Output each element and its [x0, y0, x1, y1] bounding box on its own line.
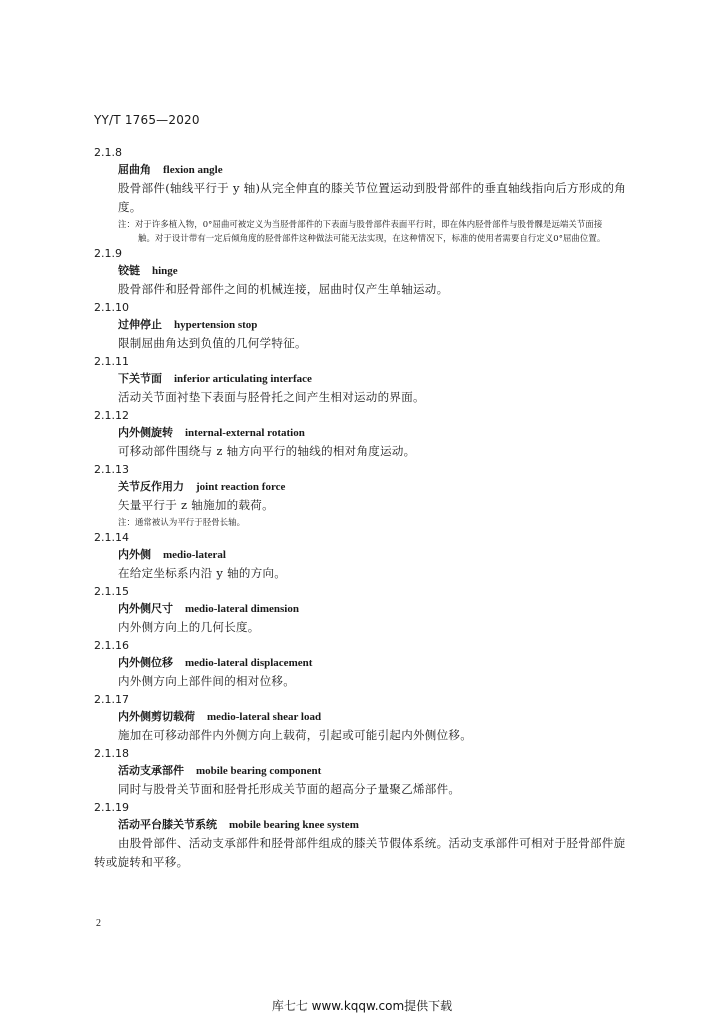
term-entry — [94, 245, 634, 299]
term-heading — [118, 546, 634, 564]
term-heading — [118, 600, 634, 618]
term-definition: 限制屈曲角达到负值的几何学特征。 — [118, 336, 307, 350]
standard-code-header: YY/T 1765—2020 — [94, 113, 200, 127]
download-footer: 库七七 www.kqqw.com提供下载 — [271, 999, 453, 1013]
term-definition: 可移动部件围绕与 z 轴方向平行的轴线的相对角度运动。 — [118, 444, 416, 458]
term-definition: 矢量平行于 z 轴施加的载荷。 — [118, 498, 274, 512]
term-heading — [118, 816, 634, 834]
term-heading — [118, 708, 634, 726]
term-heading — [118, 654, 634, 672]
term-entry — [94, 529, 634, 583]
term-number: 2.1.8 — [94, 146, 122, 159]
term-zh: 内外侧旋转 — [118, 426, 173, 439]
term-number: 2.1.13 — [94, 463, 129, 476]
term-number: 2.1.12 — [94, 409, 129, 422]
term-heading — [118, 478, 634, 496]
term-zh: 内外侧 — [118, 548, 151, 561]
term-number: 2.1.11 — [94, 355, 129, 368]
term-entry — [94, 637, 634, 691]
term-en: mobile bearing component — [196, 765, 322, 777]
term-en: flexion angle — [163, 164, 223, 176]
term-number: 2.1.14 — [94, 531, 129, 544]
term-entry — [94, 144, 634, 245]
term-definition: 股骨部件(轴线平行于 y 轴)从完全伸直的膝关节位置运动到股骨部件的垂直轴线指向后方形成的角度。 — [118, 181, 627, 214]
term-definition: 股骨部件和胫骨部件之间的机械连接，屈曲时仅产生单轴运动。 — [118, 282, 449, 296]
term-zh: 关节反作用力 — [118, 480, 184, 493]
term-number: 2.1.10 — [94, 301, 129, 314]
term-heading — [118, 424, 634, 442]
page-number: 2 — [96, 918, 101, 929]
term-zh: 屈曲角 — [118, 163, 151, 176]
term-en: hinge — [152, 265, 178, 277]
term-zh: 活动支承部件 — [118, 764, 184, 777]
term-number: 2.1.15 — [94, 585, 129, 598]
term-definition: 施加在可移动部件内外侧方向上载荷，引起或可能引起内外侧位移。 — [118, 728, 472, 742]
term-en: medio-lateral displacement — [185, 657, 313, 669]
term-zh: 内外侧位移 — [118, 656, 173, 669]
term-en: internal-external rotation — [185, 427, 305, 439]
term-number: 2.1.16 — [94, 639, 129, 652]
term-entry — [94, 799, 634, 872]
term-heading — [118, 262, 634, 280]
term-number: 2.1.18 — [94, 747, 129, 760]
term-number: 2.1.17 — [94, 693, 129, 706]
term-en: medio-lateral shear load — [207, 711, 322, 723]
term-definition: 同时与股骨关节面和胫骨托形成关节面的超高分子量聚乙烯部件。 — [118, 782, 461, 796]
term-zh: 下关节面 — [118, 372, 162, 385]
term-zh: 过伸停止 — [118, 318, 162, 331]
term-definition: 活动关节面衬垫下表面与胫骨托之间产生相对运动的界面。 — [118, 390, 425, 404]
term-entry — [94, 691, 634, 745]
term-number: 2.1.9 — [94, 247, 122, 260]
term-en: medio-lateral — [163, 549, 226, 561]
term-zh: 内外侧剪切载荷 — [118, 710, 195, 723]
term-heading — [118, 762, 634, 780]
term-entry — [94, 461, 634, 529]
term-entry — [94, 745, 634, 799]
term-heading — [118, 370, 634, 388]
term-entry — [94, 353, 634, 407]
term-definition: 在给定坐标系内沿 y 轴的方向。 — [118, 566, 287, 580]
term-zh: 铰链 — [118, 264, 140, 277]
term-note: 注：通常被认为平行于胫骨长轴。 — [118, 517, 246, 527]
term-en: joint reaction force — [196, 481, 286, 493]
term-definition: 内外侧方向上的几何长度。 — [118, 620, 260, 634]
term-en: mobile bearing knee system — [229, 819, 359, 831]
term-en: medio-lateral dimension — [185, 603, 299, 615]
term-heading — [118, 161, 634, 179]
term-list — [94, 144, 634, 872]
term-zh: 内外侧尺寸 — [118, 602, 173, 615]
term-entry — [94, 583, 634, 637]
term-definition: 内外侧方向上部件间的相对位移。 — [118, 674, 295, 688]
term-entry — [94, 407, 634, 461]
term-zh: 活动平台膝关节系统 — [118, 818, 217, 831]
term-number: 2.1.19 — [94, 801, 129, 814]
term-definition: 由股骨部件、活动支承部件和胫骨部件组成的膝关节假体系统。活动支承部件可相对于胫骨部件旋转或旋转和平移。 — [94, 836, 626, 869]
term-en: hypertension stop — [174, 319, 258, 331]
term-en: inferior articulating interface — [174, 373, 312, 385]
term-heading — [118, 316, 634, 334]
term-note: 注：对于许多植入物，0°屈曲可被定义为当胫骨部件的下表面与股骨部件表面平行时，即在体内胫骨部件与股骨髁是远端关节面接触。对于设计带有一定后倾角度的胫骨部件这种做法可能无法实现，在这种情况下，标准的使用者需要自行定义0°屈曲位置。 — [118, 219, 606, 243]
term-entry — [94, 299, 634, 353]
